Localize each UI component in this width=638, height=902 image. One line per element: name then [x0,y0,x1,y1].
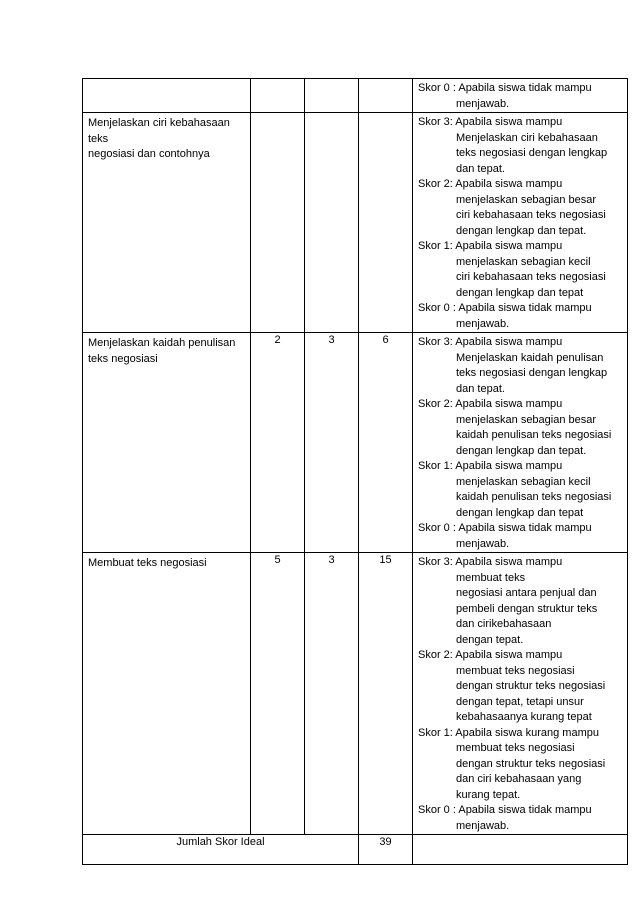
rubric-table [82,78,628,865]
total-empty-cell [413,835,628,865]
score-criterion [418,335,627,397]
score-criterion-heading: Skor 2: Apabila siswa mampu [418,178,563,190]
rubric-description-cell [413,113,628,333]
score-criterion-detail: menjawab. [456,819,510,832]
total-label: Jumlah Skor Ideal [83,835,359,865]
score-criterion [418,803,627,834]
score-criterion-detail: menjelaskan sebagian kecil kaidah penulisan teks negosiasi dengan lengkap dan tepat [456,475,612,519]
score-criterion [418,115,627,177]
aspect-cell [83,79,251,113]
score-criterion-detail: menjelaskan sebagian kecil ciri kebahasaan teks negosiasi dengan lengkap dan tepat [456,255,606,299]
score-criterion [418,301,627,332]
score-criterion-heading: Skor 0 : Apabila siswa tidak mampu [418,82,592,94]
max-score-cell [305,113,359,333]
table-row [83,333,628,553]
weight-cell: 5 [251,553,305,835]
score-criterion-detail: membuat teks negosiasi dengan struktur teks negosiasi dan ciri kebahasaan yang kurang tepat. [456,742,606,801]
aspect-cell [83,553,251,835]
score-cell: 15 [359,553,413,835]
aspect-text: Membuat teks negosiasi [88,557,207,569]
score-criterion-detail: menjelaskan sebagian besar kaidah penulisan teks negosiasi dengan lengkap dan tepat. [456,413,612,457]
weight-cell [251,113,305,333]
score-criterion-detail: menjawab. [456,97,510,110]
score-criterion-detail: menjelaskan sebagian besar ciri kebahasaan teks negosiasi dengan lengkap dan tepat. [456,193,606,237]
score-criterion [418,81,627,112]
aspect-text [83,79,250,82]
score-criterion-heading: Skor 0 : Apabila siswa tidak mampu [418,302,592,314]
max-score-cell: 3 [305,333,359,553]
rubric-description [413,553,627,834]
score-criterion [418,726,627,804]
score-cell [359,113,413,333]
aspect-cell [83,113,251,333]
weight-cell: 2 [251,333,305,553]
aspect-text: Menjelaskan kaidah penulisan teks negosiasi [88,337,236,365]
score-criterion-detail: Menjelaskan kaidah penulisan teks negosiasi dengan lengkap dan tepat. [456,351,608,395]
score-cell: 6 [359,333,413,553]
rubric-description-cell [413,553,628,835]
table-row [83,113,628,333]
score-criterion-heading: Skor 2: Apabila siswa mampu [418,398,563,410]
score-criterion [418,521,627,552]
score-cell [359,79,413,113]
rubric-description [413,333,627,552]
score-criterion [418,177,627,239]
rubric-description [413,113,627,332]
score-criterion-heading: Skor 0 : Apabila siswa tidak mampu [418,522,592,534]
score-criterion-heading: Skor 3: Apabila siswa mampu [418,556,563,568]
score-criterion-detail: menjawab. [456,317,510,330]
score-criterion [418,555,627,648]
score-criterion-heading: Skor 1: Apabila siswa mampu [418,240,563,252]
score-criterion [418,459,627,521]
score-criterion-heading: Skor 0 : Apabila siswa tidak mampu [418,804,592,816]
table-row [83,79,628,113]
score-criterion [418,239,627,301]
rubric-description [413,79,627,112]
max-score-cell [305,79,359,113]
score-criterion-heading: Skor 3: Apabila siswa mampu [418,116,563,128]
weight-cell [251,79,305,113]
max-score-cell: 3 [305,553,359,835]
aspect-cell [83,333,251,553]
total-row [83,835,628,865]
score-criterion-heading: Skor 3: Apabila siswa mampu [418,336,563,348]
score-criterion-detail: menjawab. [456,537,510,550]
score-criterion-detail: Menjelaskan ciri kebahasaan teks negosiasi dengan lengkap dan tepat. [456,131,608,175]
score-criterion-heading: Skor 1: Apabila siswa kurang mampu [418,726,599,739]
score-criterion [418,648,627,726]
rubric-description-cell [413,333,628,553]
score-criterion-heading: Skor 2: Apabila siswa mampu [418,649,563,661]
rubric-description-cell [413,79,628,113]
score-criterion-heading: Skor 1: Apabila siswa mampu [418,460,563,472]
score-criterion [418,397,627,459]
score-criterion-detail: membuat teks negosiasi antara penjual dan pembeli dengan struktur teks dan cirikebahasaan dengan tepat. [456,571,598,646]
rubric-table-body [83,79,628,835]
aspect-text: Menjelaskan ciri kebahasaan teks negosiasi dan contohnya [88,117,230,160]
score-criterion-detail: membuat teks negosiasi dengan struktur teks negosiasi dengan tepat, tetapi unsur kebahasaanya kurang tepat [456,664,606,723]
table-row [83,553,628,835]
total-value: 39 [359,835,413,865]
